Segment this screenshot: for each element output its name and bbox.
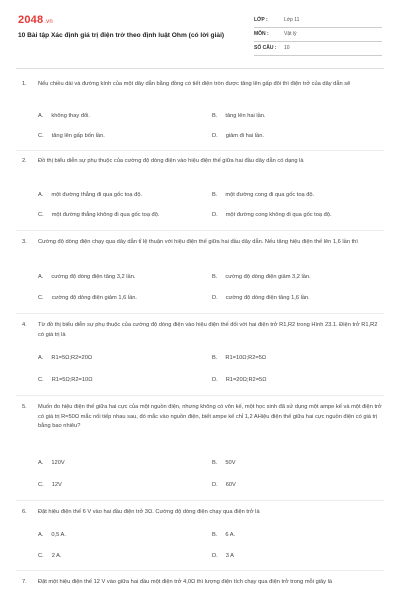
question-divider: [16, 313, 384, 314]
option-text: R1=5Ω;R2=10Ω: [51, 377, 93, 383]
meta-label: SỐ CÂU :: [254, 45, 277, 51]
option-label: D.: [212, 295, 218, 301]
option-label: A.: [38, 460, 44, 466]
option-a[interactable]: [38, 459, 65, 468]
option-label: D.: [212, 553, 218, 559]
question-stem: Từ đồ thị biểu diễn sự phụ thuộc của cường độ dòng điện vào hiệu điện thế đối với hai điện trở R1,R2 trong Hình 23.1. Điện trở R1,R2 có giá trị là: [38, 322, 378, 338]
option-text: cường độ dòng điện giảm 1,6 lần.: [51, 295, 138, 301]
option-label: A.: [38, 192, 44, 198]
option-b[interactable]: [212, 191, 314, 200]
option-label: C.: [38, 295, 44, 301]
header: [0, 0, 400, 62]
option-label: C.: [38, 133, 44, 139]
option-c[interactable]: [38, 552, 62, 561]
option-label: C.: [38, 212, 44, 218]
option-text: 2 A.: [51, 553, 62, 559]
option-a[interactable]: [38, 273, 135, 282]
option-b[interactable]: [212, 354, 266, 363]
option-text: cường độ dòng điện giảm 3,2 lần.: [225, 274, 311, 280]
question-stem: Đồ thị biểu diễn sự phụ thuộc của cường độ dòng điện vào hiệu điện thế giữa hai đầu dây dẫn có dạng là: [38, 158, 304, 164]
question-number: 6.: [22, 509, 27, 515]
option-a[interactable]: [38, 191, 142, 200]
option-a[interactable]: [38, 112, 90, 121]
option-label: A.: [38, 355, 44, 361]
option-d[interactable]: [212, 376, 266, 385]
option-label: B.: [212, 274, 218, 280]
option-text: cường độ dòng điện tăng 1,6 lần.: [225, 295, 310, 301]
option-text: R1=20Ω;R2=5Ω: [225, 377, 267, 383]
option-d[interactable]: [212, 481, 236, 490]
document-title: 10 Bài tập Xác định giá trị điện trở theo định luật Ohm (có lời giải): [18, 32, 225, 39]
option-label: B.: [212, 192, 218, 198]
option-text: một đường cong đi qua gốc toạ độ.: [225, 192, 315, 198]
meta-label: MÔN :: [254, 31, 269, 37]
meta-value: 10: [284, 45, 290, 51]
option-label: B.: [212, 113, 218, 119]
question-number: 5.: [22, 404, 27, 410]
option-label: C.: [38, 377, 44, 383]
question-divider: [16, 500, 384, 501]
option-c[interactable]: [38, 132, 105, 141]
option-d[interactable]: [212, 132, 264, 141]
question-stem: Đặt hiệu điện thế 6 V vào hai đầu điện trở 3Ω. Cường độ dòng điện chạy qua điện trở là: [38, 509, 260, 515]
option-text: một đường thẳng không đi qua gốc toạ độ.: [51, 212, 160, 218]
option-c[interactable]: [38, 294, 137, 303]
option-a[interactable]: [38, 354, 92, 363]
option-a[interactable]: [38, 531, 66, 540]
option-text: tăng lên gấp bốn lần.: [51, 133, 105, 139]
option-text: 6 A.: [225, 532, 236, 538]
option-label: D.: [212, 377, 218, 383]
option-d[interactable]: [212, 211, 332, 220]
brand-logo[interactable]: [18, 14, 53, 26]
option-text: không thay đổi.: [51, 113, 90, 119]
option-c[interactable]: [38, 376, 92, 385]
option-label: C.: [38, 553, 44, 559]
meta-value: Vật lý: [284, 31, 297, 37]
question-number: 3.: [22, 239, 27, 245]
option-b[interactable]: [212, 459, 236, 468]
option-text: một đường cong không đi qua gốc toạ độ.: [225, 212, 332, 218]
option-text: 12V: [51, 482, 62, 488]
question-stem: Nếu chiều dài và đường kính của một dây dẫn bằng đồng có tiết diện tròn được tăng lên gấp đôi thì điện trở của dây dẫn sẽ: [38, 81, 351, 87]
option-c[interactable]: [38, 211, 159, 220]
question-number: 1.: [22, 81, 27, 87]
meta-row-count: [254, 43, 382, 56]
option-text: 60V: [225, 482, 236, 488]
option-label: A.: [38, 274, 44, 280]
option-text: 120V: [51, 460, 65, 466]
brand-suffix: .vn: [44, 19, 53, 25]
brand-name: 2048: [18, 14, 44, 26]
meta-label: LỚP :: [254, 17, 268, 23]
question-number: 2.: [22, 158, 27, 164]
option-d[interactable]: [212, 294, 310, 303]
meta-row-subject: [254, 29, 382, 42]
option-label: A.: [38, 113, 44, 119]
question-stem: Cường độ dòng điện chạy qua dây dẫn tỉ lệ thuận với hiệu điện thế giữa hai đầu dây dẫn. Nếu tăng hiệu điện thế lên 1,6 lần thì: [38, 239, 358, 245]
option-text: một đường thẳng đi qua gốc toạ độ.: [51, 192, 143, 198]
option-label: B.: [212, 532, 218, 538]
meta-row-class: [254, 15, 382, 28]
option-b[interactable]: [212, 273, 311, 282]
option-text: giảm đi hai lần.: [225, 133, 264, 139]
meta-value: Lớp 11: [284, 17, 300, 23]
option-text: cường độ dòng điện tăng 3,2 lần.: [51, 274, 136, 280]
option-text: 0,5 A.: [51, 532, 66, 538]
option-label: D.: [212, 133, 218, 139]
question-stem: Muốn đo hiệu điện thế giữa hai cực của một nguồn điện, nhưng không có vôn kế, một học sinh đã sử dụng một ampe kế và một điện trở có giá trị R=50Ω mắc nối tiếp nhau sau, đó mắc vào nguồn điện, biết ampe kế chỉ 1,2 AHiệu điện thế giữa hai cực nguồn điện có giá trị bằng bao nhiêu?: [38, 404, 382, 429]
question-stem: Đặt một hiệu điện thế 12 V vào giữa hai đầu một điện trở 4,0Ω thì lượng điện tích chạy qua điện trở trong mỗi giây là: [38, 579, 333, 585]
question-divider: [16, 150, 384, 151]
option-label: B.: [212, 460, 218, 466]
option-label: B.: [212, 355, 218, 361]
header-divider: [16, 68, 384, 69]
option-text: R1=5Ω;R2=20Ω: [51, 355, 93, 361]
option-label: D.: [212, 482, 218, 488]
option-text: 3 A: [225, 553, 234, 559]
question-divider: [16, 230, 384, 231]
question-number: 7.: [22, 579, 27, 585]
option-label: D.: [212, 212, 218, 218]
question-divider: [16, 395, 384, 396]
option-label: A.: [38, 532, 44, 538]
option-b[interactable]: [212, 531, 235, 540]
option-d[interactable]: [212, 552, 234, 561]
question-number: 4.: [22, 322, 27, 328]
option-text: tăng lên hai lần.: [225, 113, 266, 119]
question-divider: [16, 570, 384, 571]
option-b[interactable]: [212, 112, 266, 121]
option-text: 50V: [225, 460, 236, 466]
option-c[interactable]: [38, 481, 62, 490]
option-text: R1=10Ω;R2=5Ω: [225, 355, 267, 361]
option-label: C.: [38, 482, 44, 488]
